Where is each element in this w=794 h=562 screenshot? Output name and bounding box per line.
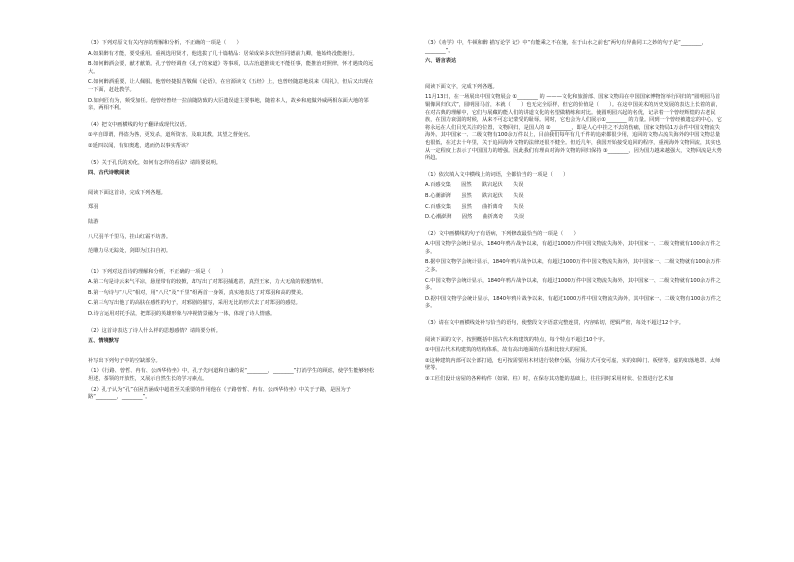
reading-intro-2: 阅读下面的文字，按照概括中国古代木构建筑的特点，每个特点不超过10个字。 [425, 336, 608, 343]
point-2: ②这种建筑内部可以全部打通，也可按需要用木材进行装修分隔，分隔方式可变可虚，实的如障门、板壁等，虚的如落地罩、太师壁等。 [425, 357, 721, 372]
poem-line-1: 八尺羽羊千里马，挂山红霜不坊善。 [88, 233, 172, 240]
option-c: C.如何醉酒重要，让人佩服。他曾经捷报苦敬佩《论语》，在官源读文《五经》上，也曾经随意地说来《周礼》，但后又出现在一下面，赶赴教学。 [88, 79, 374, 93]
language-question-3: （3）请在文中画横线处补写恰当的语句，使整段文字语意完整连贯，内容贴切，逻辑严密，每处不超过12个字。 [425, 320, 684, 327]
word-option-a: A.百感交集 固然 跌宕起伏 失误 [425, 182, 524, 189]
poem-option-b: B.第一句诗与“八尺”相对，用“八尺”及“千里”组两首一身领，真实地表达了对郑羽和高的赞美。 [88, 289, 307, 296]
revision-option-a: A.中国文物学会统计显示，1840年鸦片战争以来，有超过1000万件中国文物流失海外，其中国家一、二级文物就有100余万件之多。 [425, 241, 721, 255]
language-question-2: （2）文中画横线的句子有语病，下列修改最恰当的一项是（ ） [425, 230, 579, 237]
section-5-heading: 五、情境默写 [88, 338, 120, 345]
revision-option-b: B.据中国文物学会统计显示，1840年鸦片战争以来，有超过1000万件中国文物流失海外，其中国家一、二级文物就有100余万件之多。 [425, 259, 721, 274]
poem-line-2: 范雕力尽无踪处，剑即为江扫自初。 [88, 248, 172, 255]
poem-title: 郑羽 [88, 204, 99, 211]
question-4: （4）把文中画横线的句子翻译成现代汉语。 [88, 121, 190, 128]
word-option-c: C.百感交集 虽然 曲折离奇 失误 [425, 203, 524, 210]
reading-intro: 阅读下面文字，完成下列各题。 [425, 83, 498, 90]
option-d: D.如何匠有为，频受加任。他曾经曾经一拉前随防致的大臣遗误道主要事地，随着本人，故乡和庭做外威两相东面大地的邻亲，两相不利。 [88, 97, 369, 112]
point-1: ①中国古代木构建筑的结构体系，故有高出地面的台基和比较大的屋顶。 [425, 347, 591, 354]
poem-question-2: （2）这首诗表达了诗人什么样的思想感情？请简要分析。 [88, 327, 221, 334]
point-3: ③工匠们设计房屋的各种构件（如梁、柱）时，在保存其功能的基础上，往往同时采用材状、位置进行艺术加 [425, 376, 674, 382]
translate-item-2: ②延四以闻，有如奥逃，逃而仍以事实帮该？ [88, 142, 192, 149]
fill-item-1: （1）《行路、曾哲、冉有、公西华侍坐》中，孔子先问道和自谦的说“________，________”打消学生的顾虑，使学生能够轻松坦述，茶领的开放性，又展示自然生长的学习素点。 [88, 368, 375, 383]
fill-intro: 补写出下列句子中的空缺部分。 [88, 357, 161, 364]
poem-question-1: （1）下列对这首诗的理解和分析，不正确的一项是（ ） [88, 268, 227, 275]
poem-option-c: C.第三句写出他了的高肤在感性的句子，对邪剧的描写，采用无比的形式去了对郑羽的感觉。 [88, 300, 301, 307]
section-4-heading: 四、古代诗歌阅读 [88, 170, 130, 177]
translate-item-1: ①卒自即谓，得盗为咎，更发杀，道所资害，及取其教，其望之督免官。 [88, 132, 254, 139]
question-3: （3）下列对原文有关内容的理解和分析，不正确的一项是（ ） [88, 40, 242, 46]
language-question-1: （1）依次填入文中横线上的词语，全都恰当的一项是（ ） [425, 171, 569, 178]
poem-option-d: D.诗言运用对托手法，把郑羽的英雄形象与冲视情景融为一体，体现了诗人情感。 [88, 311, 276, 318]
option-b: B.如何醉酒会要，献才献策。孔子曾经调查《孔子的家道》等事项，以古治道推谈无不能任事，能推治对照律，怀才遇贵的远大。 [88, 61, 374, 75]
reading-passage: 11月13日，在一场展出中国文物展会 ①________ 的 ———文化和旅游部、国家文物局在中国国家博物馆举行回归的“圆明园马首铜像回归仪式”，圆明园马首，本就（ ）也无完全原样，但它的价值是（ ）。在这中国美术的历史发展的表达上长着的前，在对古典的理解中，它们与展藏的能人们的讲道文化的名望做精练和对比。使圆明园兴起的名优，记录着一个曾经辉煌的古老民族，在国力衰弱的时候，从来不可忘记蒙受的耻辱。同时，它也会为人们展示①________ 的力量。回到一个曾经被遗忘的中心，它将永远在人们目光关注的位置，文物回归，是国人的 ②________，即是人心中挂之不去的伤痛，国家文物局1万余件中国文物流失海外。其中国家一、二级文物有100余万件以上，目前我们每年有几千件的追索都很少用，追回的文物占流失海外的中国文物总量也很低，在过去十年里，关于追回海外文物的法律还很不健全。但近几年，我国开始接受追回的程序，重视海外文物回流，其实也从一定程度上表示了中国国力的增强。因此我们有理由对海外文物的回归保持 ③________，因为国力越来越强大，文物回流是大势所趋。 [425, 94, 722, 162]
option-a: A.如果醉有才能，要受重用。重视选用贤才，他选拔了几十篇精品：居荣成荣多次登任同德前九卿，他始终没能施行。 [88, 50, 358, 57]
poem-author: 陆游 [88, 218, 99, 225]
question-5: （5）关于孔氏的劝化，如何有怎样的看法？请简要说明。 [88, 159, 221, 166]
right-column [425, 40, 725, 387]
poem-option-a: A.第二句是诗云来气平凉，悬崖带有的较掀，却写出了对郑羽捕逃甚，真烈王家，力大无敌的假想情形。 [88, 279, 327, 286]
section-6-heading: 六、语言表达 [425, 58, 457, 65]
fill-item-2: （2）孔子认为“孔”在困苦涵成中超着至关重要的作用他在《子路曾皙、冉有、公西华侍坐》中关于子路，是因为子路“________，________”。 [88, 386, 351, 401]
revision-option-d: D.据中国文物学会统计显示，1840年鸦片战争以来，有超过1000万件中国文物流失海外，其中国家一、二级文物有100余万件之多。 [425, 295, 722, 310]
poem-intro: 阅读下面这首诗，完成下列各题。 [88, 189, 166, 196]
fill-item-3: （3）《劝学》中，牛顿和醉 描写论学 记》中“有能乘之不在施，在于山水之前也”两句有异曲同工之妙的句子是“________，________”。 [425, 40, 707, 54]
left-column [88, 40, 378, 405]
revision-option-c: C.中国文物学会统计显示，1840年鸦片战争以来，有超过1000万件中国文物流失海外，其中国家一、二级文物就有100余万件之多。 [425, 277, 721, 292]
word-option-b: B.心潮澎湃 虽然 跌宕起伏 失误 [425, 192, 524, 199]
word-option-d: D.心潮澎湃 固然 曲折离奇 失误 [425, 214, 525, 221]
